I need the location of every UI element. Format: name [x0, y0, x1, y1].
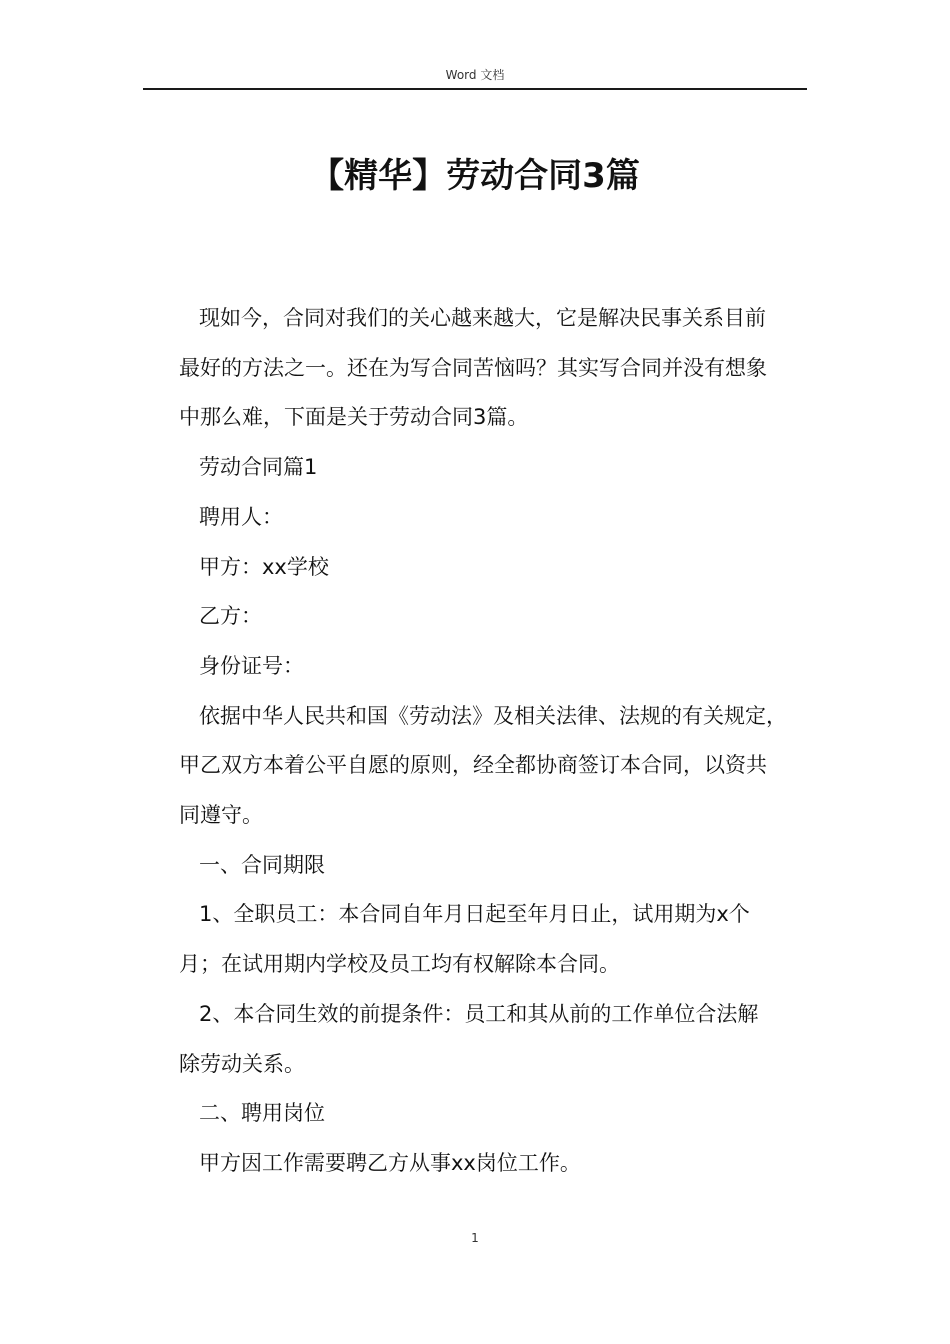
page-header — [143, 64, 807, 90]
paragraph-legal-basis: 依据中华人民共和国《劳动法》及相关法律、法规的有关规定， 甲乙双方本着公平自愿的原则，经全都协商签订本合同，以资共 同遵守。 — [179, 703, 787, 828]
paragraph-party-b: 乙方： — [199, 604, 262, 629]
page-number: 1 — [471, 1231, 479, 1245]
paragraph-id-number: 身份证号： — [199, 653, 304, 678]
paragraph-clause-2: 2、本合同生效的前提条件：员工和其从前的工作单位合法解 除劳动关系。 — [179, 1001, 759, 1076]
header-text: Word 文档 — [445, 68, 505, 82]
paragraph-position-detail: 甲方因工作需要聘乙方从事xx岗位工作。 — [199, 1150, 581, 1175]
paragraph-intro: 现如今，合同对我们的关心越来越大，它是解决民事关系目前 最好的方法之一。还在为写合同苦恼吗？其实写合同并没有想象 中那么难，下面是关于劳动合同3篇。 — [179, 306, 767, 430]
paragraph-section-heading: 劳动合同篇1 — [199, 455, 318, 480]
paragraph-clause-heading-term: 一、合同期限 — [199, 852, 325, 877]
document-body — [179, 294, 809, 1189]
document-title: 【精华】劳动合同3篇 — [310, 156, 640, 196]
paragraph-clause-heading-position: 二、聘用岗位 — [199, 1101, 325, 1126]
paragraph-clause-1: 1、全职员工：本合同自年月日起至年月日止，试用期为x个 月；在试用期内学校及员工均有权解除本合同。 — [179, 902, 750, 977]
paragraph-party-a: 甲方：xx学校 — [199, 554, 329, 579]
paragraph-employer: 聘用人： — [199, 504, 283, 529]
